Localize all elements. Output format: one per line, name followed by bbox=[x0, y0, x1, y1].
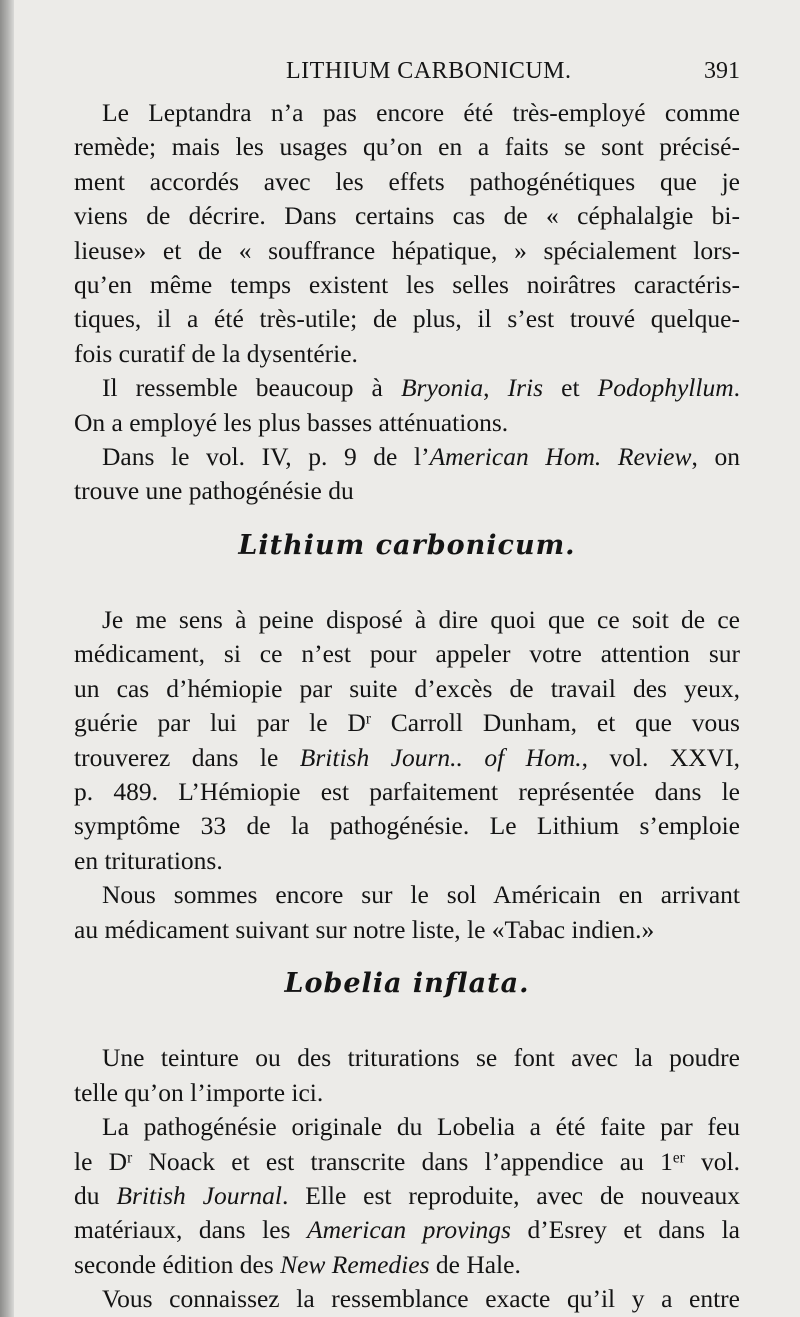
text-line: Vous connaissez la ressemblance exacte qu’il y a entre bbox=[102, 1284, 740, 1314]
text-line: ment accordés avec les effets pathogénétiques que je bbox=[74, 166, 740, 196]
text-line bbox=[74, 1179, 740, 1213]
text-line bbox=[74, 1213, 740, 1247]
paragraph-american-soil bbox=[74, 878, 740, 947]
book-title: New Remedies bbox=[280, 1249, 430, 1279]
text-line: en triturations. bbox=[74, 845, 223, 875]
text-line: telle qu’on l’importe ici. bbox=[74, 1077, 324, 1107]
spacer bbox=[74, 583, 740, 603]
text-line: tiques, il a été très-utile; de plus, il s’est trouvé quelque- bbox=[74, 304, 740, 334]
text-line bbox=[74, 741, 740, 775]
spacer bbox=[74, 563, 740, 583]
paragraph-lithium bbox=[74, 603, 740, 878]
superscript: r bbox=[127, 1148, 133, 1166]
text-line: Une teinture ou des triturations se font avec la poudre bbox=[102, 1043, 740, 1073]
text-line: lieuse» et de « souffrance hépatique, » spécialement lors- bbox=[74, 235, 740, 265]
paragraph-reference bbox=[74, 440, 740, 509]
text-run: , on bbox=[691, 441, 740, 471]
remedy-name-podophyllum: Podophyllum bbox=[597, 373, 734, 403]
text-run: et bbox=[543, 373, 598, 403]
text-line: Je me sens à peine disposé à dire quoi que ce soit de ce bbox=[102, 605, 740, 635]
text-line: médicament, si ce n’est pour appeler votre attention sur bbox=[74, 639, 740, 669]
text-line: au médicament suivant sur notre liste, le «Tabac indien.» bbox=[74, 914, 655, 944]
paragraph-pathogenesis bbox=[74, 1110, 740, 1282]
text-line: p. 489. L’Hémiopie est parfaitement représentée dans le bbox=[74, 777, 740, 807]
text-run: d’Esrey et dans la bbox=[510, 1215, 740, 1245]
text-line: qu’en même temps existent les selles noirâtres caractéris- bbox=[74, 269, 740, 299]
text-run: du bbox=[74, 1180, 117, 1210]
text-run: Dans le vol. IV, p. 9 de l’ bbox=[102, 441, 430, 471]
journal-title: American Hom. Review bbox=[429, 441, 692, 471]
remedy-name-iris: Iris bbox=[507, 373, 544, 403]
text-line: viens de décrire. Dans certains cas de « céphalalgie bi- bbox=[74, 201, 740, 231]
superscript: er bbox=[672, 1148, 685, 1166]
text-run: . Elle est reproduite, avec de nouveaux bbox=[282, 1180, 741, 1210]
text-run: seconde édition des bbox=[74, 1249, 281, 1279]
text-line bbox=[74, 706, 740, 740]
page-body bbox=[74, 96, 740, 1317]
spacer bbox=[74, 1001, 740, 1021]
text-line bbox=[74, 1248, 740, 1282]
text-line: fois curatif de la dysentérie. bbox=[74, 338, 358, 368]
text-line: On a employé les plus basses atténuations. bbox=[74, 407, 509, 437]
running-title: LITHIUM CARBONICUM. bbox=[286, 58, 572, 84]
spacer bbox=[74, 509, 740, 529]
text-run: . bbox=[733, 373, 741, 403]
page-header bbox=[74, 58, 740, 88]
paragraph-leptandra bbox=[74, 96, 740, 371]
page-number: 391 bbox=[704, 58, 740, 84]
text-line: remède; mais les usages qu’on en a faits se sont précisé- bbox=[74, 132, 740, 162]
text-run: de Hale. bbox=[429, 1249, 521, 1279]
text-run: matériaux, dans les bbox=[74, 1215, 307, 1245]
paragraph-tincture bbox=[74, 1041, 740, 1110]
text-line: un cas d’hémiopie par suite d’excès de travail des yeux, bbox=[74, 673, 740, 703]
book-gutter-shadow bbox=[0, 0, 14, 1317]
text-run: guérie par lui par le D bbox=[74, 708, 366, 738]
text-run: Carroll Dunham, et que vous bbox=[370, 708, 740, 738]
text-run: , bbox=[483, 373, 508, 403]
section-heading-lobelia: Lobelia inflata. bbox=[284, 967, 530, 999]
journal-title: British Journ.. of Hom. bbox=[299, 742, 582, 772]
text-run: trouverez dans le bbox=[74, 742, 300, 772]
text-line: La pathogénésie originale du Lobelia a été faite par feu bbox=[102, 1112, 740, 1142]
spacer bbox=[74, 947, 740, 967]
book-title: American provings bbox=[307, 1215, 511, 1245]
text-run: le D bbox=[74, 1146, 128, 1176]
text-line: symptôme 33 de la pathogénésie. Le Lithium s’emploie bbox=[74, 811, 740, 841]
text-line bbox=[74, 1145, 740, 1179]
superscript: r bbox=[365, 710, 371, 728]
paragraph-resemblance bbox=[74, 371, 740, 440]
text-line: Le Leptandra n’a pas encore été très-employé comme bbox=[102, 98, 740, 127]
spacer bbox=[74, 1021, 740, 1041]
paragraph-resemblance-exact bbox=[74, 1282, 740, 1316]
text-line bbox=[74, 440, 740, 474]
journal-title: British Journal bbox=[116, 1180, 282, 1210]
section-heading-lithium: Lithium carbonicum. bbox=[238, 529, 576, 561]
text-run: , vol. XXVI, bbox=[581, 742, 741, 772]
remedy-name-bryonia: Bryonia bbox=[400, 373, 484, 403]
text-line bbox=[74, 371, 740, 405]
text-run: vol. bbox=[684, 1146, 740, 1176]
text-run: Il ressemble beaucoup à bbox=[102, 373, 401, 403]
text-run: Noack et est transcrite dans l’appendice au 1 bbox=[132, 1146, 673, 1176]
text-line: trouve une pathogénésie du bbox=[74, 476, 354, 506]
text-line: Nous sommes encore sur le sol Américain en arrivant bbox=[102, 880, 740, 910]
